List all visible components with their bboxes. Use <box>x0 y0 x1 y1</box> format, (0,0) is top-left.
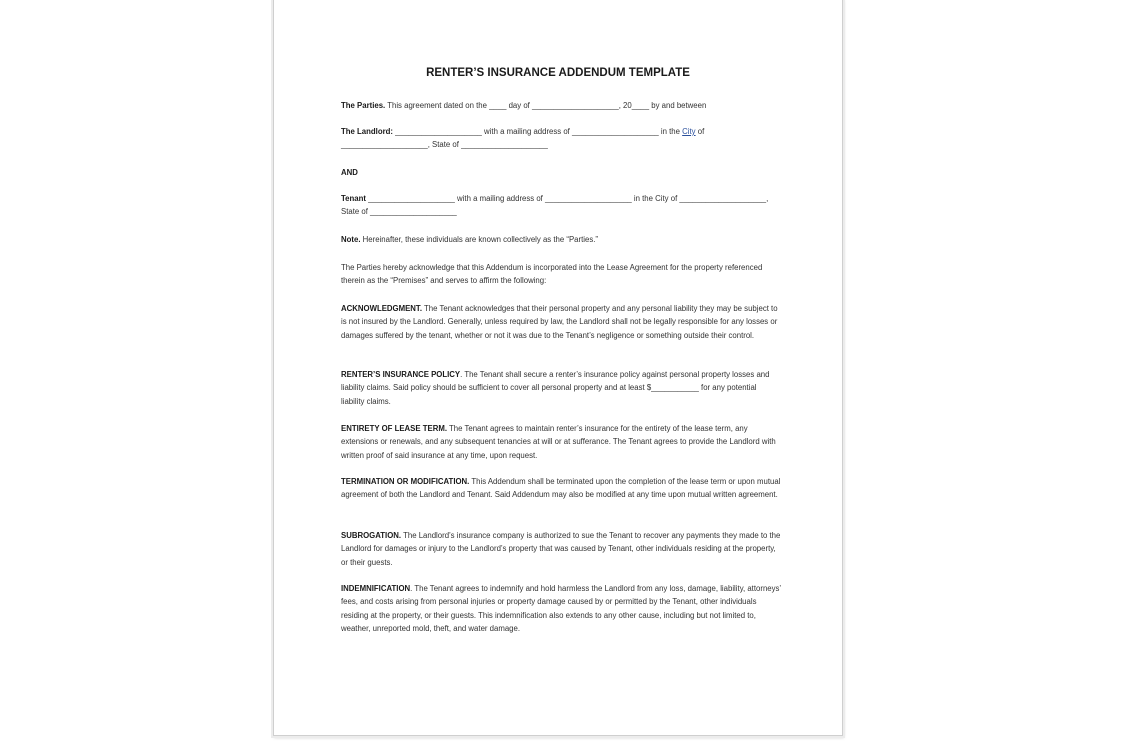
section-text: This Addendum shall be terminated upon the completion of the lease term or upon mutual agreement of both the Landlord and Tenant. Said Addendum may also be modified at any time upon mutual written agreement. <box>341 477 781 500</box>
section-text: The Tenant agrees to maintain renter’s insurance for the entirety of the lease term, any extensions or renewals, and any subsequent tenancies at will or at sufferance. The Tenant agrees to provide the Landlord with written proof of said insurance at any time, upon request. <box>341 424 776 460</box>
note-paragraph <box>341 233 781 246</box>
section-text: The Landlord’s insurance company is authorized to sue the Tenant to recover any payments they made to the Landlord for damages or injury to the Landlord’s property that was caused by Tenant, other individuals residing at the property, or their guests. <box>341 531 781 567</box>
section-subrogation <box>341 529 781 569</box>
parties-heading: The Parties. <box>341 101 386 110</box>
landlord-heading: The Landlord: <box>341 127 393 136</box>
section-heading: TERMINATION OR MODIFICATION. <box>341 477 470 486</box>
section-text: The Tenant acknowledges that their personal property and any personal liability they may be subject to is not insured by the Landlord. Generally, unless required by law, the Landlord shall not be legally responsible for any losses or damages suffered by the tenant, whether or not it was due to the Tenant’s negligence or something outside their control. <box>341 304 778 340</box>
note-text: Hereinafter, these individuals are known collectively as the “Parties.” <box>360 235 598 244</box>
section-heading: ACKNOWLEDGMENT. <box>341 304 422 313</box>
parties-paragraph <box>341 99 781 112</box>
and-heading: AND <box>341 168 358 177</box>
document-page <box>273 0 843 736</box>
section-text: . The Tenant shall secure a renter’s insurance policy against personal property losses and liability claims. Said policy should be sufficient to cover all personal property and at least $___________ for any potential liability claims. <box>341 370 770 406</box>
section-lease-term <box>341 422 781 462</box>
landlord-text-2: of ____________________, State of ____________________ <box>341 127 705 150</box>
section-acknowledgment <box>341 302 781 342</box>
tenant-paragraph <box>341 192 781 219</box>
intro-paragraph: The Parties hereby acknowledge that this Addendum is incorporated into the Lease Agreement for the property referenced therein as the “Premises” and serves to affirm the following: <box>341 263 763 286</box>
section-heading: RENTER’S INSURANCE POLICY <box>341 370 461 379</box>
landlord-text: ____________________ with a mailing address of ____________________ in the <box>392 127 683 136</box>
document-title: RENTER’S INSURANCE ADDENDUM TEMPLATE <box>426 67 690 79</box>
section-indemnification <box>341 582 781 636</box>
landlord-paragraph <box>341 125 781 152</box>
section-termination <box>341 475 781 502</box>
section-text: . The Tenant agrees to indemnify and hold harmless the Landlord from any loss, damage, liability, attorneys’ fees, and costs arising from personal injuries or property damage caused by or permitted by the Tenant, other individuals residing at the property, or their guests. This indemnification also extends to any other cause, including but not limited to, weather, unreported mold, theft, and water damage. <box>341 584 781 634</box>
tenant-text: ____________________ with a mailing address of ____________________ in the City of ____________________, State of ____________________ <box>341 194 769 217</box>
tenant-heading: Tenant <box>341 194 366 203</box>
section-heading: INDEMNIFICATION <box>341 584 411 593</box>
city-link[interactable]: City <box>682 127 696 136</box>
note-heading: Note. <box>341 235 361 244</box>
parties-text: This agreement dated on the ____ day of ____________________, 20____ by and between <box>385 101 707 110</box>
and-paragraph <box>341 166 781 179</box>
section-heading: ENTIRETY OF LEASE TERM. <box>341 424 447 433</box>
section-insurance-policy <box>341 368 781 408</box>
section-heading: SUBROGATION. <box>341 531 402 540</box>
